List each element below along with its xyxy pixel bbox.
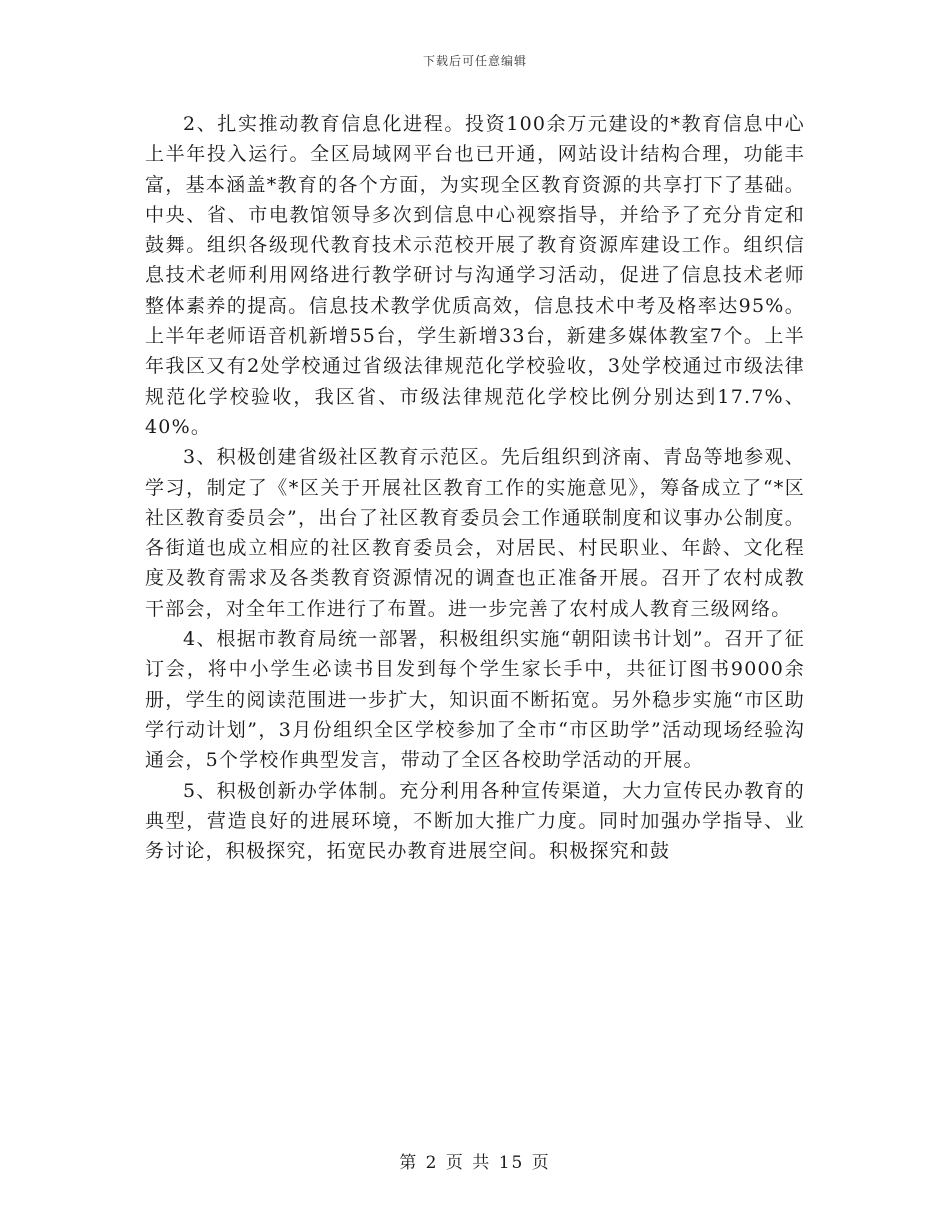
paragraph-4-reading-plan: 4、根据市教育局统一部署，积极组织实施“朝阳读书计划”。召开了征订会，将中小学生必读书目发到每个学生家长手中，共征订图书9000余册，学生的阅读范围进一步扩大，知识面不断拓宽。另外稳步实施“市区助学行动计划”，3月份组织全区学校参加了全市“市区助学”活动现场经验沟通会，5个学校作典型发言，带动了全区各校助学活动的开展。 <box>145 628 805 772</box>
paragraph-2-education-informatization: 2、扎实推动教育信息化进程。投资100余万元建设的*教育信息中心上半年投入运行。全区局域网平台也已开通，网站设计结构合理，功能丰富，基本涵盖*教育的各个方面，为实现全区教育资源的共享打下了基础。中央、省、市电教馆领导多次到信息中心视察指导，并给予了充分肯定和鼓舞。组织各级现代教育技术示范校开展了教育资源库建设工作。组织信息技术老师利用网络进行教学研讨与沟通学习活动，促进了信息技术老师整体素养的提高。信息技术教学优质高效，信息技术中考及格率达95%。上半年老师语音机新增55台，学生新增33台，新建多媒体教室7个。上半年我区又有2处学校通过省级法律规范化学校验收，3处学校通过市级法律规范化学校验收，我区省、市级法律规范化学校比例分别达到17.7%、40%。 <box>145 113 805 438</box>
paragraph-3-community-education: 3、积极创建省级社区教育示范区。先后组织到济南、青岛等地参观、学习，制定了《*区关于开展社区教育工作的实施意见》，筹备成立了“*区社区教育委员会”，出台了社区教育委员会工作通联制度和议事办公制度。各街道也成立相应的社区教育委员会，对居民、村民职业、年龄、文化程度及教育需求及各类教育资源情况的调查也正准备开展。召开了农村成教干部会，对全年工作进行了布置。进一步完善了农村成人教育三级网络。 <box>145 446 805 620</box>
page-header: 下载后可任意编辑 <box>422 54 527 68</box>
document-body <box>145 109 805 866</box>
page-number-footer: 第 2 页 共 15 页 <box>399 1153 551 1173</box>
paragraph-5-school-system: 5、积极创新办学体制。充分利用各种宣传渠道，大力宣传民办教育的典型，营造良好的进展环境，不断加大推广力度。同时加强办学指导、业务讨论，积极探究，拓宽民办教育进展空间。积极探究和鼓 <box>145 779 805 863</box>
